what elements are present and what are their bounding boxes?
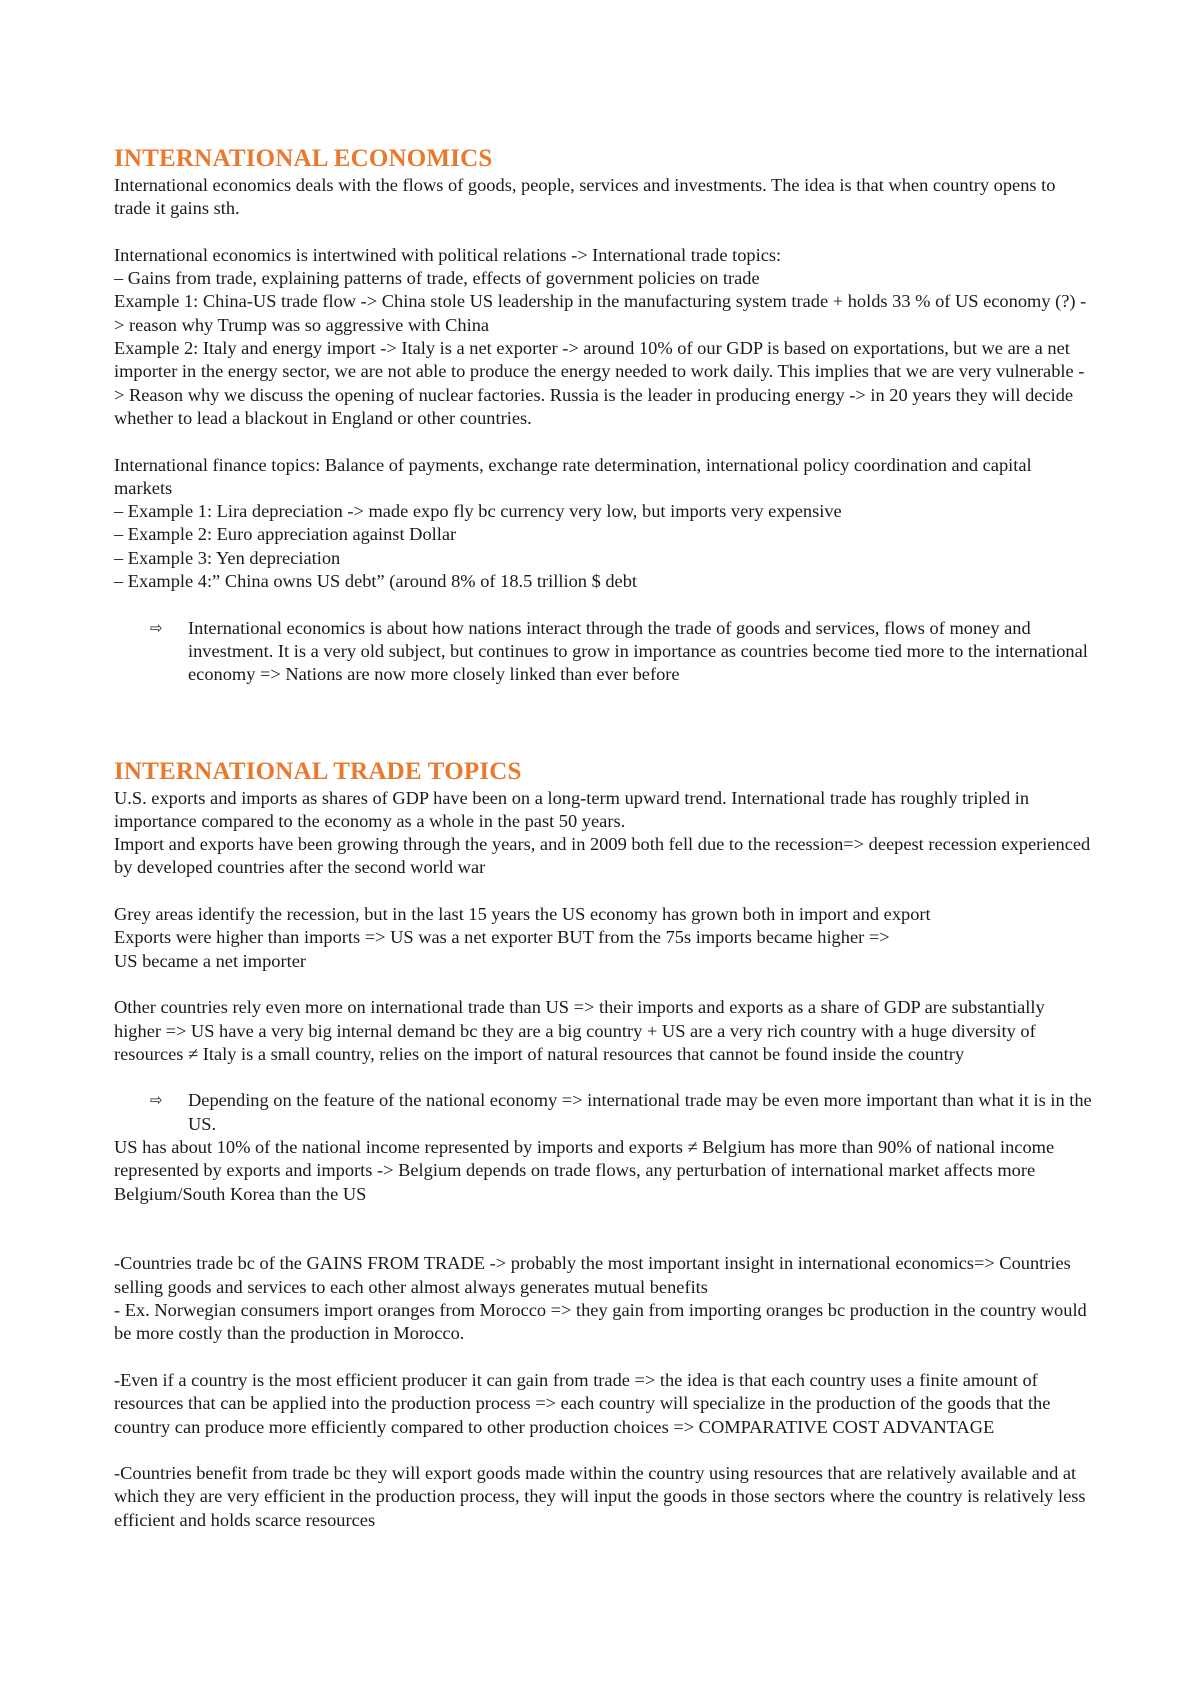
section-title-international-trade-topics: INTERNATIONAL TRADE TOPICS xyxy=(114,757,522,785)
paragraph: – Example 4:” China owns US debt” (around 8% of 18.5 trillion $ debt xyxy=(114,571,638,592)
paragraph: Example 2: Italy and energy import -> Italy is a net exporter -> around 10% of our GDP is based on exportations, but we are a net importer in the energy sector, we are not able to produce the energy needed to work daily. This implies that we are very vulnerable -> Reason why we discuss the opening of nuclear factories. Russia is the leader in producing energy -> in 20 years they will decide whether to lead a blackout in England or other countries. xyxy=(114,338,1085,428)
paragraph: International economics is intertwined with political relations -> International trade topics: xyxy=(114,244,782,265)
spacer xyxy=(114,430,1094,453)
paragraph: – Example 3: Yen depreciation xyxy=(114,547,341,568)
paragraph: US has about 10% of the national income represented by imports and exports ≠ Belgium has more than 90% of national income represented by exports and imports -> Belgium depends on trade flows, any perturbation of international market affects more Belgium/South Korea than the US xyxy=(114,1136,1055,1204)
paragraph: International finance topics: Balance of payments, exchange rate determination, international policy coordination and capital markets xyxy=(114,454,1032,498)
document-page xyxy=(114,144,1094,1532)
bullet-text: Depending on the feature of the national economy => international trade may be even more important than what it is in the US. xyxy=(188,1090,1092,1134)
spacer xyxy=(114,1439,1094,1462)
spacer xyxy=(114,221,1094,244)
paragraph: Other countries rely even more on international trade than US => their imports and exports as a share of GDP are substantially higher => US have a very big internal demand bc they are a big country + US are a very rich country with a huge diversity of resources ≠ Italy is a small country, relies on the import of natural resources that cannot be found inside the country xyxy=(114,997,1045,1064)
spacer xyxy=(114,1229,1094,1252)
bullet-item xyxy=(114,617,1094,687)
paragraph: - Ex. Norwegian consumers import oranges from Morocco => they gain from importing oranges bc production in the country would be more costly than the production in Morocco. xyxy=(114,1300,1087,1344)
section-title-international-economics: INTERNATIONAL ECONOMICS xyxy=(114,145,493,172)
paragraph: – Example 2: Euro appreciation against Dollar xyxy=(114,524,457,545)
arrow-bullet-icon: ⇨ xyxy=(150,618,163,637)
spacer xyxy=(114,880,1094,903)
section-international-trade-topics xyxy=(114,757,1094,1533)
arrow-bullet-icon: ⇨ xyxy=(150,1091,163,1110)
paragraph: International economics deals with the flows of goods, people, services and investments. The idea is that when country opens to trade it gains sth. xyxy=(114,175,1056,219)
paragraph: US became a net importer xyxy=(114,950,307,971)
spacer xyxy=(114,593,1094,616)
paragraph: – Example 1: Lira depreciation -> made expo fly bc currency very low, but imports very expensive xyxy=(114,501,842,522)
paragraph: Import and exports have been growing through the years, and in 2009 both fell due to the recession=> deepest recession experienced by developed countries after the second world war xyxy=(114,834,1091,878)
paragraph: Example 1: China-US trade flow -> China stole US leadership in the manufacturing system trade + holds 33 % of US economy (?) -> reason why Trump was so aggressive with China xyxy=(114,291,1087,335)
bullet-text: International economics is about how nations interact through the trade of goods and services, flows of money and investment. It is a very old subject, but continues to grow in importance as countries become tied more to the international economy => Nations are now more closely linked than ever before xyxy=(188,617,1088,685)
paragraph: Grey areas identify the recession, but in the last 15 years the US economy has grown both in import and export xyxy=(114,904,931,925)
paragraph: -Countries benefit from trade bc they will export goods made within the country using resources that are relatively available and at which they are very efficient in the production process, they will input the goods in those sectors where the country is relatively less efficient and holds scarce resources xyxy=(114,1463,1086,1530)
paragraph: -Even if a country is the most efficient producer it can gain from trade => the idea is that each country uses a finite amount of resources that can be applied into the production process => each country will specialize in the production of the goods that the country can produce more efficiently compared to other production choices => COMPARATIVE COST ADVANTAGE xyxy=(114,1369,1051,1437)
paragraph: – Gains from trade, explaining patterns of trade, effects of government policies on trade xyxy=(114,268,760,289)
paragraph: U.S. exports and imports as shares of GDP have been on a long-term upward trend. International trade has roughly tripled in importance compared to the economy as a whole in the past 50 years. xyxy=(114,787,1030,831)
spacer xyxy=(114,973,1094,996)
spacer xyxy=(114,1066,1094,1089)
spacer xyxy=(114,1346,1094,1369)
paragraph: Exports were higher than imports => US was a net exporter BUT from the 75s imports became higher => xyxy=(114,927,890,948)
bullet-item xyxy=(114,1089,1094,1136)
paragraph: -Countries trade bc of the GAINS FROM TRADE -> probably the most important insight in international economics=> Countries selling goods and services to each other almost always generates mutual benefits xyxy=(114,1253,1071,1297)
spacer xyxy=(114,1206,1094,1229)
